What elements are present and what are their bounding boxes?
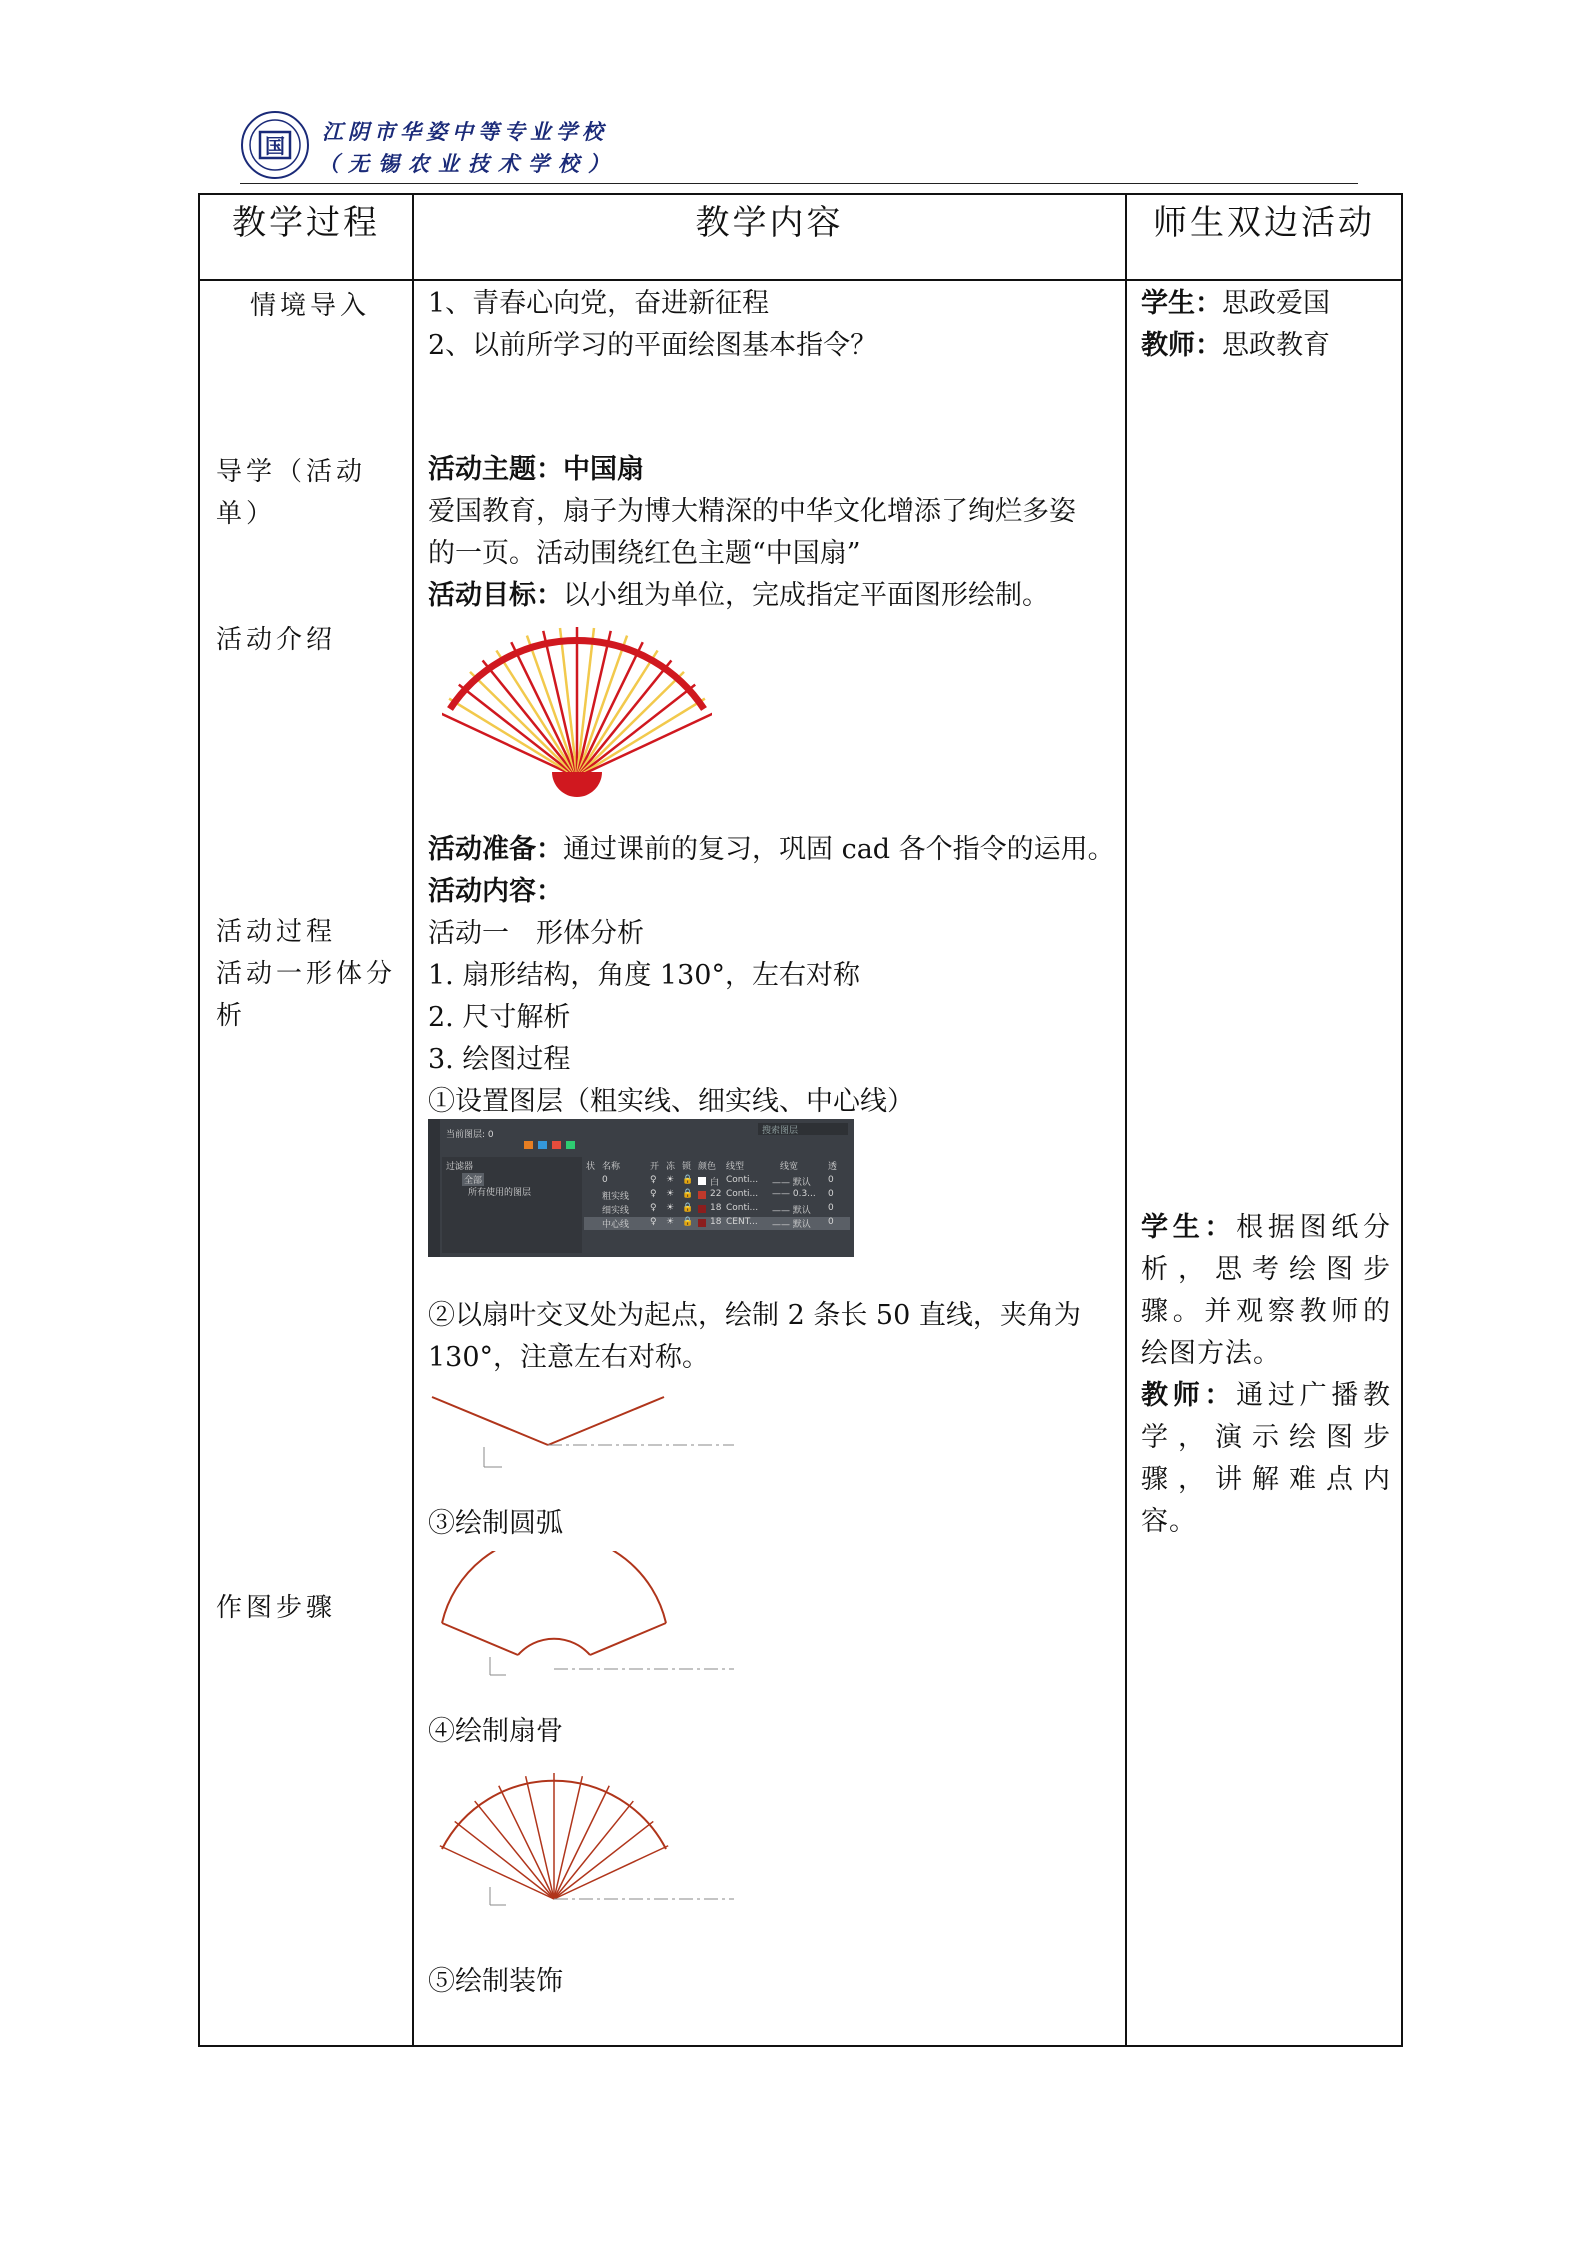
item-2: 2. 尺寸解析: [428, 1002, 571, 1033]
content-line-1: 1、青春心向党，奋进新征程: [428, 288, 770, 319]
process-activity: 活动过程: [216, 917, 337, 947]
student-text-1: 思政爱国: [1222, 288, 1330, 319]
content-column: [413, 280, 1126, 2046]
layer-lock-icon: 🔒: [682, 1189, 694, 1199]
layer-color: 白: [710, 1178, 720, 1188]
col-h-6: 线型: [726, 1162, 745, 1172]
step-3: ③绘制圆弧: [428, 1508, 563, 1539]
layer-filter-tree: [442, 1157, 582, 1253]
teacher-label-2: 教师：: [1141, 1380, 1237, 1411]
student-label-2: 学生：: [1141, 1212, 1237, 1243]
process-column: [199, 280, 413, 2046]
layer-color-swatch: [698, 1177, 706, 1185]
col-h-0: 状: [586, 1162, 596, 1172]
goal-text: 以小组为单位，完成指定平面图形绘制。: [563, 580, 1049, 611]
fan-handle: [552, 772, 602, 797]
fan-ribs: [442, 627, 712, 777]
layer-lineweight: —— 0.3...: [772, 1189, 816, 1199]
process-drawing-steps: 作图步骤: [216, 1593, 337, 1623]
layer-color: 18: [710, 1217, 722, 1227]
cad-step2-drawing: [428, 1387, 748, 1487]
cad-rib: [554, 1786, 609, 1899]
layer-lock-icon: 🔒: [682, 1203, 694, 1213]
right-teacher-2: [1141, 1375, 1391, 1543]
school-logo-icon: [240, 110, 310, 180]
col-h-4: 锁: [682, 1162, 692, 1172]
fan-rib: [470, 672, 577, 777]
activity-one-title: 活动一 形体分析: [428, 918, 644, 949]
current-layer-label: 当前图层: 0: [446, 1130, 494, 1140]
header-divider: [240, 183, 1358, 184]
layer-lineweight: —— 默认: [772, 1206, 811, 1216]
logo-char: 国: [265, 134, 285, 158]
item-3: 3. 绘图过程: [428, 1044, 571, 1075]
step-2b: 130°，注意左右对称。: [428, 1342, 710, 1373]
layer-lineweight: —— 默认: [772, 1178, 811, 1188]
layer-linetype: Conti...: [726, 1203, 759, 1213]
layer-transparency: 0: [828, 1203, 834, 1213]
col-h-5: 颜色: [698, 1162, 717, 1172]
layer-linetype: Conti...: [726, 1189, 759, 1199]
layer-color-swatch: [698, 1219, 706, 1227]
process-guide: 导学（活动单）: [216, 457, 367, 529]
layer-name: 细实线: [602, 1206, 630, 1216]
layer-row[interactable]: [584, 1203, 850, 1216]
right-teacher-1: [1141, 325, 1330, 367]
process-situation: 情境导入: [250, 291, 371, 321]
right-student-2: [1141, 1207, 1391, 1375]
prep-label: 活动准备：: [428, 834, 563, 865]
layer-color-swatch: [698, 1205, 706, 1213]
fan-rib: [577, 672, 684, 777]
step-5: ⑤绘制装饰: [428, 1966, 563, 1997]
panel-side-bar: [428, 1119, 440, 1257]
right-student-1: [1141, 283, 1330, 325]
layer-freeze-icon: ☀: [666, 1217, 675, 1227]
layer-on-icon: ♀: [650, 1175, 657, 1185]
process-activity-one: 活动一形体分: [216, 959, 397, 989]
layer-lock-icon: 🔒: [682, 1217, 694, 1227]
right-line: [548, 1397, 664, 1445]
layer-transparency: 0: [828, 1189, 834, 1199]
theme-text-1: 爱国教育，扇子为博大精深的中华文化增添了绚烂多姿: [428, 496, 1076, 527]
filter-all[interactable]: 全部: [462, 1173, 484, 1186]
process-activity-one-cont: 析: [216, 1001, 247, 1031]
teacher-text-1: 思政教育: [1222, 330, 1330, 361]
school-subname: （无锡农业技术学校）: [318, 151, 618, 176]
ucs-icon: [484, 1447, 502, 1467]
content-label: 活动内容：: [428, 876, 563, 907]
layer-on-icon: ♀: [650, 1217, 657, 1227]
chinese-fan-illustration: [442, 627, 712, 797]
layer-search-input[interactable]: 搜索图层: [758, 1123, 848, 1135]
layer-on-icon: ♀: [650, 1189, 657, 1199]
process-intro: 活动介绍: [216, 625, 337, 655]
col-h-2: 开: [650, 1162, 660, 1172]
layer-freeze-icon: ☀: [666, 1203, 675, 1213]
layer-name: 0: [602, 1175, 608, 1185]
filter-used[interactable]: 所有使用的图层: [468, 1188, 532, 1198]
step-2a: ②以扇叶交叉处为起点，绘制 2 条长 50 直线，夹角为: [428, 1300, 1081, 1331]
prep-line: [428, 829, 1115, 871]
content-line-2: 2、以前所学习的平面绘图基本指令？: [428, 330, 878, 361]
step-1: ①设置图层（粗实线、细实线、中心线）: [428, 1086, 914, 1117]
col-h-1: 名称: [602, 1162, 621, 1172]
col-h-8: 透: [828, 1162, 838, 1172]
layer-transparency: 0: [828, 1217, 834, 1227]
layer-row[interactable]: [584, 1217, 850, 1230]
layer-linetype: Conti...: [726, 1175, 759, 1185]
school-name: 江阴市华姿中等专业学校: [322, 119, 608, 144]
teacher-label-1: 教师：: [1141, 330, 1222, 361]
teacher-text-2: 通过广播教学，演示绘图步骤，讲解难点内容。: [1141, 1380, 1392, 1537]
cad-step4-drawing: [428, 1759, 748, 1909]
activity-column: [1126, 280, 1402, 2046]
lesson-table: [198, 193, 1403, 2047]
col-header-process: 教学过程: [199, 194, 413, 280]
col-header-content: 教学内容: [413, 194, 1126, 280]
layer-freeze-icon: ☀: [666, 1175, 675, 1185]
item-1: 1. 扇形结构，角度 130°，左右对称: [428, 960, 860, 991]
layer-row[interactable]: [584, 1175, 850, 1188]
col-h-7: 线宽: [780, 1162, 799, 1172]
student-text-2: 根据图纸分析，思考绘图步骤。并观察教师的绘图方法。: [1141, 1212, 1392, 1369]
col-h-3: 冻: [666, 1162, 676, 1172]
prep-text: 通过课前的复习，巩固 cad 各个指令的运用。: [563, 834, 1115, 865]
layer-on-icon: ♀: [650, 1203, 657, 1213]
student-label-1: 学生：: [1141, 288, 1222, 319]
cad-rib: [499, 1786, 554, 1899]
layer-lineweight: —— 默认: [772, 1220, 811, 1230]
theme-text-2: 的一页。活动围绕红色主题“中国扇”: [428, 538, 861, 569]
layer-name: 中心线: [602, 1220, 630, 1230]
layer-color: 18: [710, 1203, 722, 1213]
layer-row[interactable]: [584, 1189, 850, 1202]
goal-label: 活动目标：: [428, 580, 563, 611]
cad-layer-panel: [428, 1119, 854, 1257]
layer-grid: [584, 1157, 850, 1253]
school-header: [240, 108, 1360, 190]
layer-lock-icon: 🔒: [682, 1175, 694, 1185]
layer-linetype: CENT...: [726, 1217, 758, 1227]
layer-toolbar-icons: [524, 1139, 584, 1151]
layer-color-swatch: [698, 1191, 706, 1199]
left-line: [432, 1397, 548, 1445]
cad-step3-drawing: [428, 1551, 748, 1681]
goal-line: [428, 575, 1049, 617]
layer-name: 粗实线: [602, 1192, 630, 1202]
filter-title: 过滤器: [446, 1162, 474, 1172]
theme-label: 活动主题：中国扇: [428, 454, 644, 485]
layer-freeze-icon: ☀: [666, 1189, 675, 1199]
col-header-activity: 师生双边活动: [1126, 194, 1402, 280]
layer-color: 22: [710, 1189, 722, 1199]
step-4: ④绘制扇骨: [428, 1716, 563, 1747]
layer-grid-header: [584, 1159, 850, 1172]
layer-transparency: 0: [828, 1175, 834, 1185]
